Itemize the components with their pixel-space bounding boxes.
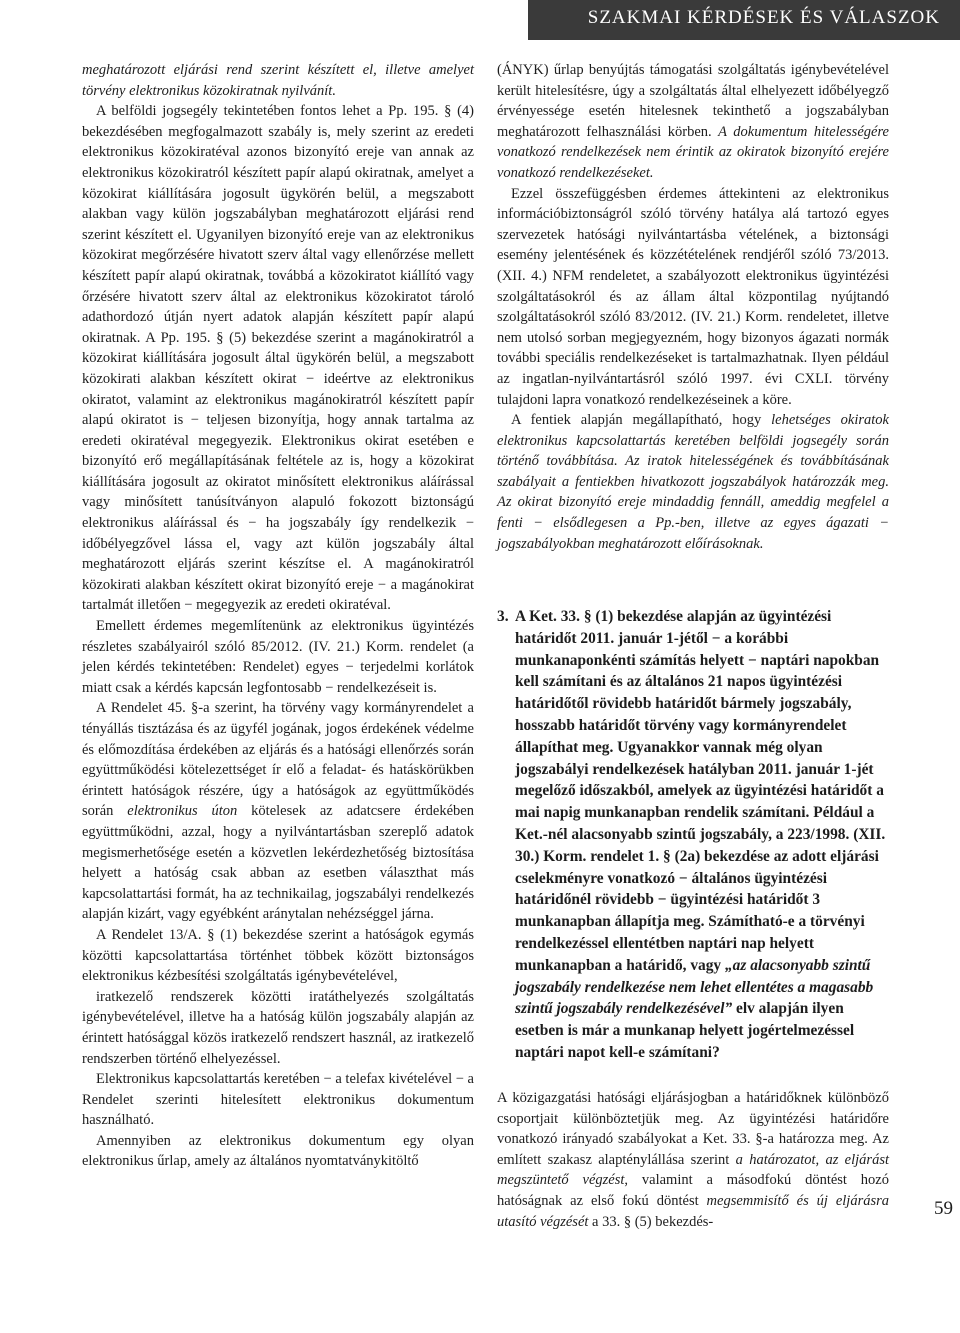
right-text-column — [497, 60, 889, 554]
left-paragraph-5: A Rendelet 13/A. § (1) bekezdése szerint a hatóságok egymás közötti kapcsolattartása történhet többek között biztonságos elektronikus kézbesítési szolgáltatás igénybevételével, — [82, 926, 474, 985]
italic-text: lehetséges okiratok elektronikus kapcsolattartás keretében belföldi jogsegély során történő továbbítása. Az iratok hitelességének és továbbításának szabályait a fentiekben hivatkozott jogszabályok határozzák meg. Az okirat bizonyító ereje mindaddig fennáll, ameddig megfelel a fenti − elsődlegesen a Pp.-ben, illetve az egyes ágazati − jogszabályokban meghatározott előírásoknak. — [497, 412, 889, 552]
italic-text: a határozatot, az eljárást megszüntető végzést — [497, 1151, 889, 1189]
left-paragraph-2: A belföldi jogsegély tekintetében fontos lehet a Pp. 195. § (4) bekezdésében megfogalmazott szabály is, mely szerint az eredeti elektronikus közokiratéval azonos bizonyító ereje van annak az elektronikus közokiratról készített papír alapú okiratnak, amelyet a közokirat kiállítására jogosult ügykörén belül, a megszabott alakban vagy külön jogszabályban meghatározott eljárási rend szerint készített el. Ugyanilyen bizonyító ereje van az elektronikus közokirat megőrzésére hivatott szerv által vagy ellenőrzése mellett készített papír alapú okiratnak, továbbá a közokiratot kiállító vagy őrzésére hivatott szerv által az elektronikus közokiratot tároló adathordozó útján nyert adatok alapján készített papír alapú okiratnak. A Pp. 195. § (5) bekezdése szerint a magánokiratról a közokirat kiállítására jogosult által ügykörén belül, a megszabott közokirati alakban készített okirat − ideértve az elektronikus okiratot, valamint az elektronikus magánokiratról készített papír alapú okiratot is − teljesen bizonyítja, hogy annak tartalma az eredeti okiratéval megegyezik. Elektronikus okirat esetében e bizonyító erő megállapításának feltétele az is, hogy a közokirat kiállítására jogosult az okiratot minősített elektronikus aláírással vagy minősített tanúsítványon alapuló fokozott biztonságú elektronikus aláírással és − ha jogszabály így rendelkezik − időbélyegzővel lássa el, vagy azt külön jogszabály által meghatározott eljárás szerint készítse el. A magánokiratról közokirati alakban készített okirat bizonyító ereje − a magánokirat tartalmát illetően − megegyezik az eredeti okiratéval. — [82, 103, 474, 614]
text-run: elv alapján ilyen esetben is már a munkanap helyett jogértelmezéssel naptári napot kell-e számítani? — [515, 1000, 855, 1061]
text-run: kötelesek az adatcsere érdekében együttműködni, azzal, hogy a nyilvántartásban szereplő adatok megismerhetősége esetén a közvetlen lekérdezhetőség biztosítása helyett a hatóság csak abban az esetben választhat más kapcsolattartási formát, ha az technikailag, jogszabályi rendelkezés alapján kizárt, vagy egyébként aránytalan nehézséggel járna. — [82, 803, 474, 923]
italic-text: „az alacsonyabb szintű jogszabály rendelkezése nem lehet ellentétes a magasabb szintű jogszabály rendelkezésével” — [515, 956, 874, 1018]
left-paragraph-4 — [82, 698, 474, 925]
text-run: A Rendelet 45. §-a szerint, ha törvény vagy kormányrendelet a tényállás tisztázása és az ügyfél jogának, jogos érdekének védelme és előmozdítása érdekében az eljárás és a hatósági ellenőrzés során együttműködési kötelezettséget ír elő a feladat- és hatáskörükben érintett hatóságok részére, úgy a hatóságok az együttműködés során — [82, 700, 474, 820]
left-paragraph-1 — [82, 60, 474, 101]
left-paragraph-7: Elektronikus kapcsolattartás keretében − a telefax kivételével − a Rendelet szerinti hitelesített elektronikus dokumentum használható. — [82, 1071, 474, 1129]
text-run: A Ket. 33. § (1) bekezdése alapján az ügyintézési határidőt 2011. január 1-jétől − a korábbi munkanaponkénti számítás helyett − naptári napokban kell számítani és az általános 21 napos ügyintézési határidőtől rövidebb határidőt bármely jogszabály, hosszabb határidőt törvény vagy kormányrendelet állapíthat meg. Ugyanakkor vannak még olyan jogszabályi rendelkezések hatályban 2011. január 1-jét megelőző időszakból, amelyek az ügyintézési határidőt a mai napig munkanapban rendelik számítani. Például a Ket.-nél alacsonyabb szintű jogszabály, a 223/1998. (XII. 30.) Korm. rendelet 1. § (2a) bekezdése az adott eljárási cselekményre vonatkozó − általános ügyintézési határidőnél rövidebb − ügyintézési határidőt 3 munkanapban állapítja meg. Számítható-e a törvényi rendelkezéssel ellentétben naptári nap helyett munkanapban a határidő, vagy — [515, 608, 886, 974]
right-paragraph-3 — [497, 410, 889, 554]
italic-text: elektronikus úton — [127, 803, 238, 820]
italic-text: meghatározott eljárási rend szerint készített el, illetve amelyet törvény elektronikus közokiratnak nyilvánít. — [82, 62, 474, 99]
right-paragraph-1 — [497, 60, 889, 184]
italic-text: megsemmisítő és új eljárásra utasító végzését — [497, 1192, 890, 1230]
left-paragraph-3: Emellett érdemes megemlítenünk az elektronikus ügyintézés részletes szabályairól szóló 85/2012. (IV. 21.) Korm. rendelet (a jelen kérdés tekintetében: Rendelet) egyes − terjedelmi korlátok miatt csak a kérdés kapcsán legfontosabb − rendelkezéseit is. — [82, 618, 474, 696]
page-number: 59 — [934, 1198, 953, 1219]
text-run: , valamint a másodfokú döntést hozó hatóságnak az első fokú döntést — [497, 1172, 889, 1209]
left-text-column — [82, 60, 474, 1172]
italic-text: A dokumentum hitelességére vonatkozó rendelkezések nem érintik az okiratok bizonyító erejére vonatkozó rendelkezéseket. — [497, 123, 889, 181]
text-run: a 33. § (5) bekezdés- — [588, 1213, 714, 1230]
text-run: (ÁNYK) űrlap benyújtás támogatási szolgáltatás igénybevételével került hitelesítésre, úgy a szolgáltatás által elhelyezett időbélyegző érvényessége esetén hitelesnek tekinthető a jogszabályban meghatározott felhasználási körben. — [497, 62, 889, 140]
text-run: A közigazgatási hatósági eljárásjogban a határidőknek különböző csoportjait különböztetjük meg. Az ügyintézési határidőre vonatkozó irányadó szabályokat a Ket. 33. §-a határozza meg. Az említett szakasz alapténylállása szerint — [497, 1090, 889, 1168]
question-block — [497, 606, 889, 1064]
question-number: 3. — [497, 608, 509, 625]
answer-paragraph — [497, 1088, 889, 1232]
right-paragraph-2: Ezzel összefüggésben érdemes áttekinteni az elektronikus információbiztonságról szóló törvény hatálya alá tartozó egyes szervezetek hatósági nyilvántartásba vételének, a biztonsági esemény jelentésének és közzétételének rendjéről szóló 73/2013. (XII. 4.) NFM rendeletet, a szabályozott elektronikus ügyintézési szolgáltatásokról és az állam által központilag nyújtandó szolgáltatásokról szóló 83/2012. (IV. 21.) Korm. rendeletet, illetve nem utolsó sorban megjegyezném, hogy bizonyos ágazati normák további speciális rendelkezéseket is tartalmazhatnak. Ilyen például az ingatlan-nyilvántartásról szóló 1997. évi CXLI. törvény tulajdoni lapra vonatkozó rendelkezéseinek a köre. — [497, 185, 889, 408]
section-header-title: SZAKMAI KÉRDÉSEK ÉS VÁLASZOK — [587, 7, 940, 28]
question-text — [515, 606, 889, 1064]
answer-block — [497, 1088, 889, 1232]
text-run: A fentiek alapján megállapítható, hogy — [511, 412, 772, 429]
left-paragraph-8: Amennyiben az elektronikus dokumentum egy olyan elektronikus űrlap, amely az általános nyomtatványkitöltő — [82, 1132, 474, 1170]
left-paragraph-6: iratkezelő rendszerek közötti iratáthelyezés szolgáltatás igénybevételével, illetve ha a hatóság külön jogszabály alapján az érintett hatósággal közös iratkezelő rendszert használ, az iratkezelő rendszerben történő elhelyezéssel. — [82, 988, 474, 1067]
section-header-band — [528, 0, 960, 40]
